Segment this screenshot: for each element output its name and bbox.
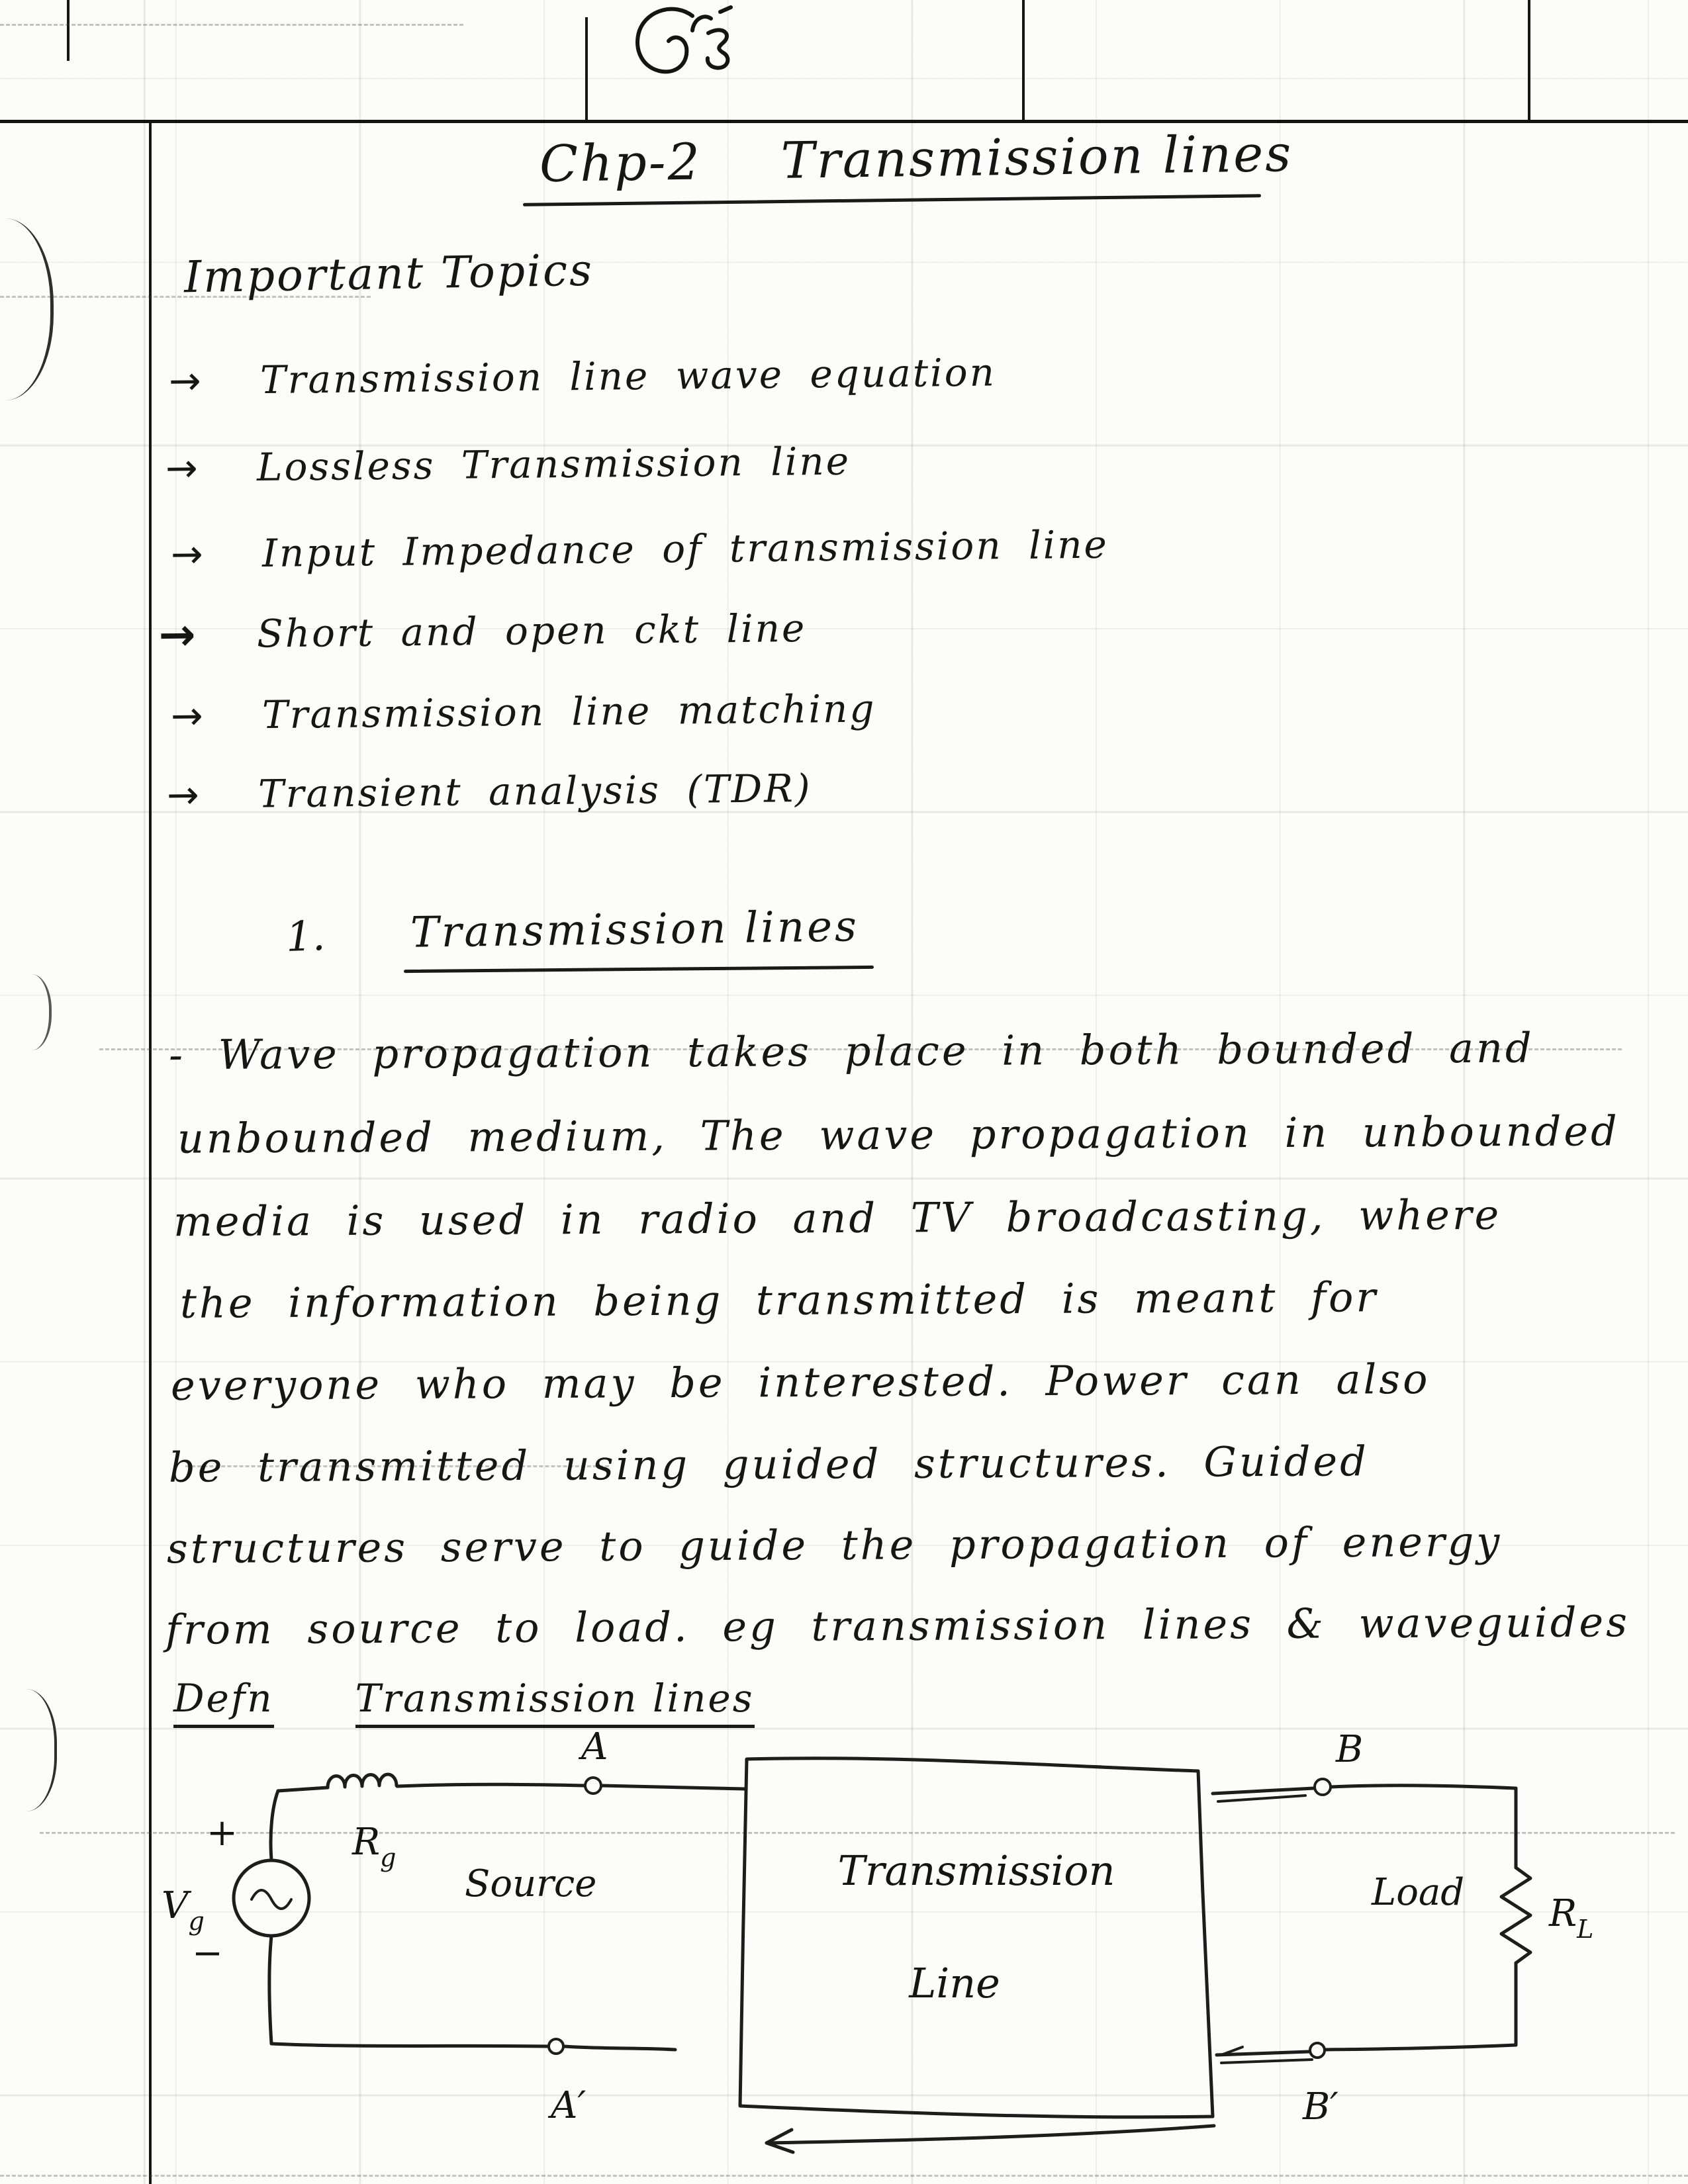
definition-heading [173,1676,755,1721]
arrow-icon: → [165,445,200,491]
paragraph-line: from source to load. eg transmission lines & waveguides [165,1598,1630,1654]
paragraph-line: unbounded medium, The wave propagation in unbounded [177,1107,1620,1163]
topic-item [167,766,812,817]
source-label: Source [465,1862,597,1905]
title-underline [523,194,1261,206]
arrow-icon: → [158,608,199,661]
wire-box-to-b-double [1218,1796,1305,1801]
arrow-icon: → [168,358,203,404]
terminal-a-prime [549,2039,563,2054]
arrow-icon: → [170,531,206,577]
topic-item [169,349,997,403]
topic-item [165,439,851,491]
topic-item [171,522,1109,577]
load-resistance-label: $R_L$ [1549,1892,1594,1944]
transmission-line-circuit-diagram [93,1727,1668,2184]
transmission-line-box [740,1758,1213,2117]
wire-a-to-box [602,1786,745,1789]
topic-label: Short and open ckt line [256,605,807,657]
paragraph-line: structures serve to guide the propagation of energy [166,1517,1503,1573]
minus-sign: − [192,1932,223,1975]
topic-item [171,686,876,738]
topic-label: Transmission line matching [261,686,876,738]
wire-top-right [1331,1786,1516,1788]
load-label: Load [1372,1871,1465,1914]
om-symbol-icon [629,4,748,90]
topic-label: Input Impedance of transmission line [261,522,1109,576]
topic-item [158,605,807,661]
paragraph-line: the information being transmitted is meant for [179,1273,1379,1328]
grid-line-fragment [0,24,463,26]
line-box-label-1: Transmission [837,1846,1115,1895]
line-box-label-2: Line [909,1959,1000,2007]
wire-a-prime-to-box [564,2046,675,2050]
wire-to-terminal-a [397,1784,584,1786]
plus-sign: + [207,1811,238,1854]
subject-label: Transmission lines [780,124,1293,190]
terminal-a-label: A [581,1727,608,1768]
generator-resistance-label: $R_g$ [352,1821,397,1872]
defn-title: Transmission lines [355,1676,755,1728]
scan-artifact [5,218,54,400]
terminal-a [585,1778,601,1794]
arrow-icon: → [170,693,205,739]
terminal-a-prime-label: A′ [551,2084,586,2127]
resistor-rg [328,1774,397,1788]
header-divider-mid [585,17,588,120]
page-title [539,124,1293,193]
header-divider-right [1022,0,1025,120]
section-underline [404,966,874,973]
wire-box-to-b [1213,1788,1314,1794]
section-title: Transmission lines [410,902,860,958]
header-divider-left [67,0,70,61]
terminal-b-label: B [1336,1728,1364,1771]
arrow-icon: → [166,772,201,818]
terminal-b-prime-label: B′ [1303,2085,1338,2128]
terminal-b [1315,1779,1331,1795]
section-number: 1. [285,911,326,962]
terminal-b-prime [1310,2043,1325,2058]
header-divider-far-right [1528,0,1530,120]
resistor-rl [1501,1868,1530,1963]
paragraph-line: media is used in radio and TV broadcasting, where [173,1190,1502,1246]
topics-heading: Important Topics [183,244,594,303]
scan-artifact [32,974,52,1050]
paragraph-line: - Wave propagation takes place in both bounded and [168,1023,1534,1079]
wire-source-top [271,1791,278,1860]
paragraph-line: be transmitted using guided structures. Guided [168,1437,1369,1492]
topic-label: Lossless Transmission line [256,438,851,490]
generator-voltage-label: $V_g$ [162,1884,205,1936]
wire-bottom-left [271,2044,548,2046]
wire-top-left [278,1788,328,1791]
paragraph-line: everyone who may be interested. Power can also [170,1355,1430,1410]
wire-source-bottom [269,1936,271,2044]
ac-sine-icon [252,1890,291,1909]
chapter-label: Chp-2 [539,132,702,193]
wire-bottom-right [1325,2045,1516,2050]
topic-label: Transient analysis (TDR) [258,765,812,817]
header-rule [0,120,1688,123]
scan-artifact [26,1689,57,1811]
topic-label: Transmission line wave equation [259,349,997,403]
defn-label: Defn [173,1676,274,1728]
length-arrow [767,2126,1214,2143]
